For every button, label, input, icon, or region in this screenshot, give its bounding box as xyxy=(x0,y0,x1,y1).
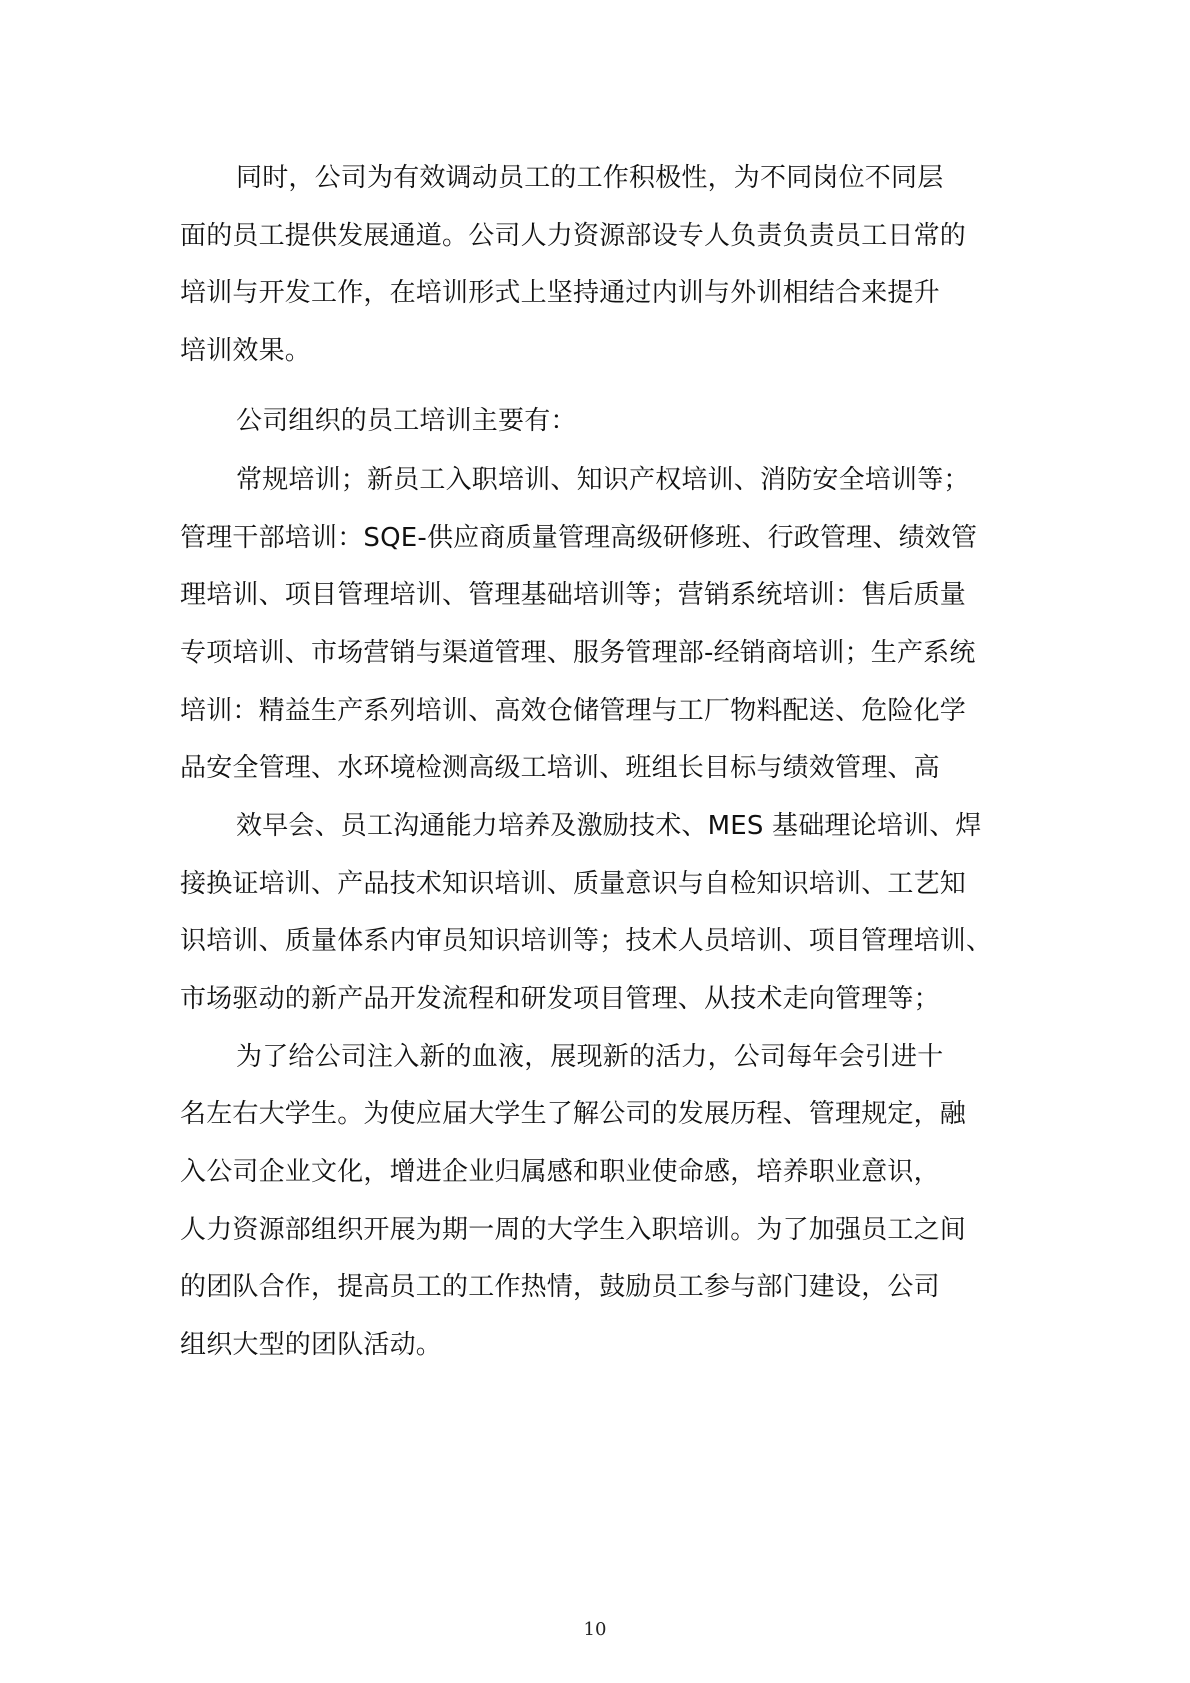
paragraph-3-line-1: 常规培训；新员工入职培训、知识产权培训、消防安全培训等； xyxy=(236,465,970,495)
paragraph-5-line-3: 入公司企业文化，增进企业归属感和职业使命感，培养职业意识， xyxy=(180,1157,940,1187)
paragraph-3-line-2: 管理干部培训：SQE-供应商质量管理高级研修班、行政管理、绩效管 xyxy=(180,523,978,553)
paragraph-3-line-6: 品安全管理、水环境检测高级工培训、班组长目标与绩效管理、高 xyxy=(180,753,940,783)
page-number: 10 xyxy=(583,1619,607,1640)
paragraph-2-line-1: 公司组织的员工培训主要有： xyxy=(236,406,577,436)
paragraph-4-line-2: 接换证培训、产品技术知识培训、质量意识与自检知识培训、工艺知 xyxy=(180,869,967,899)
paragraph-5-line-1: 为了给公司注入新的血液，展现新的活力，公司每年会引进十 xyxy=(236,1042,944,1072)
paragraph-4-line-4: 市场驱动的新产品开发流程和研发项目管理、从技术走向管理等； xyxy=(180,984,940,1014)
paragraph-5-line-4: 人力资源部组织开展为期一周的大学生入职培训。为了加强员工之间 xyxy=(180,1215,967,1245)
paragraph-3-line-4: 专项培训、市场营销与渠道管理、服务管理部-经销商培训；生产系统 xyxy=(180,638,976,668)
paragraph-5-line-5: 的团队合作，提高员工的工作热情，鼓励员工参与部门建设，公司 xyxy=(180,1272,940,1302)
paragraph-1-line-2: 面的员工提供发展通道。公司人力资源部设专人负责负责员工日常的 xyxy=(180,221,967,251)
paragraph-1-line-3: 培训与开发工作，在培训形式上坚持通过内训与外训相结合来提升 xyxy=(180,278,940,308)
paragraph-3-line-3: 理培训、项目管理培训、管理基础培训等；营销系统培训：售后质量 xyxy=(180,580,967,610)
paragraph-4-line-1: 效早会、员工沟通能力培养及激励技术、MES 基础理论培训、焊 xyxy=(236,811,982,841)
paragraph-5-line-2: 名左右大学生。为使应届大学生了解公司的发展历程、管理规定，融 xyxy=(180,1099,967,1129)
paragraph-4-line-3: 识培训、质量体系内审员知识培训等；技术人员培训、项目管理培训、 xyxy=(180,926,993,956)
paragraph-1-line-4: 培训效果。 xyxy=(180,336,312,366)
paragraph-3-line-5: 培训：精益生产系列培训、高效仓储管理与工厂物料配送、危险化学 xyxy=(180,696,967,726)
paragraph-5-line-6: 组织大型的团队活动。 xyxy=(180,1330,443,1360)
paragraph-1-line-1: 同时，公司为有效调动员工的工作积极性，为不同岗位不同层 xyxy=(236,163,944,193)
